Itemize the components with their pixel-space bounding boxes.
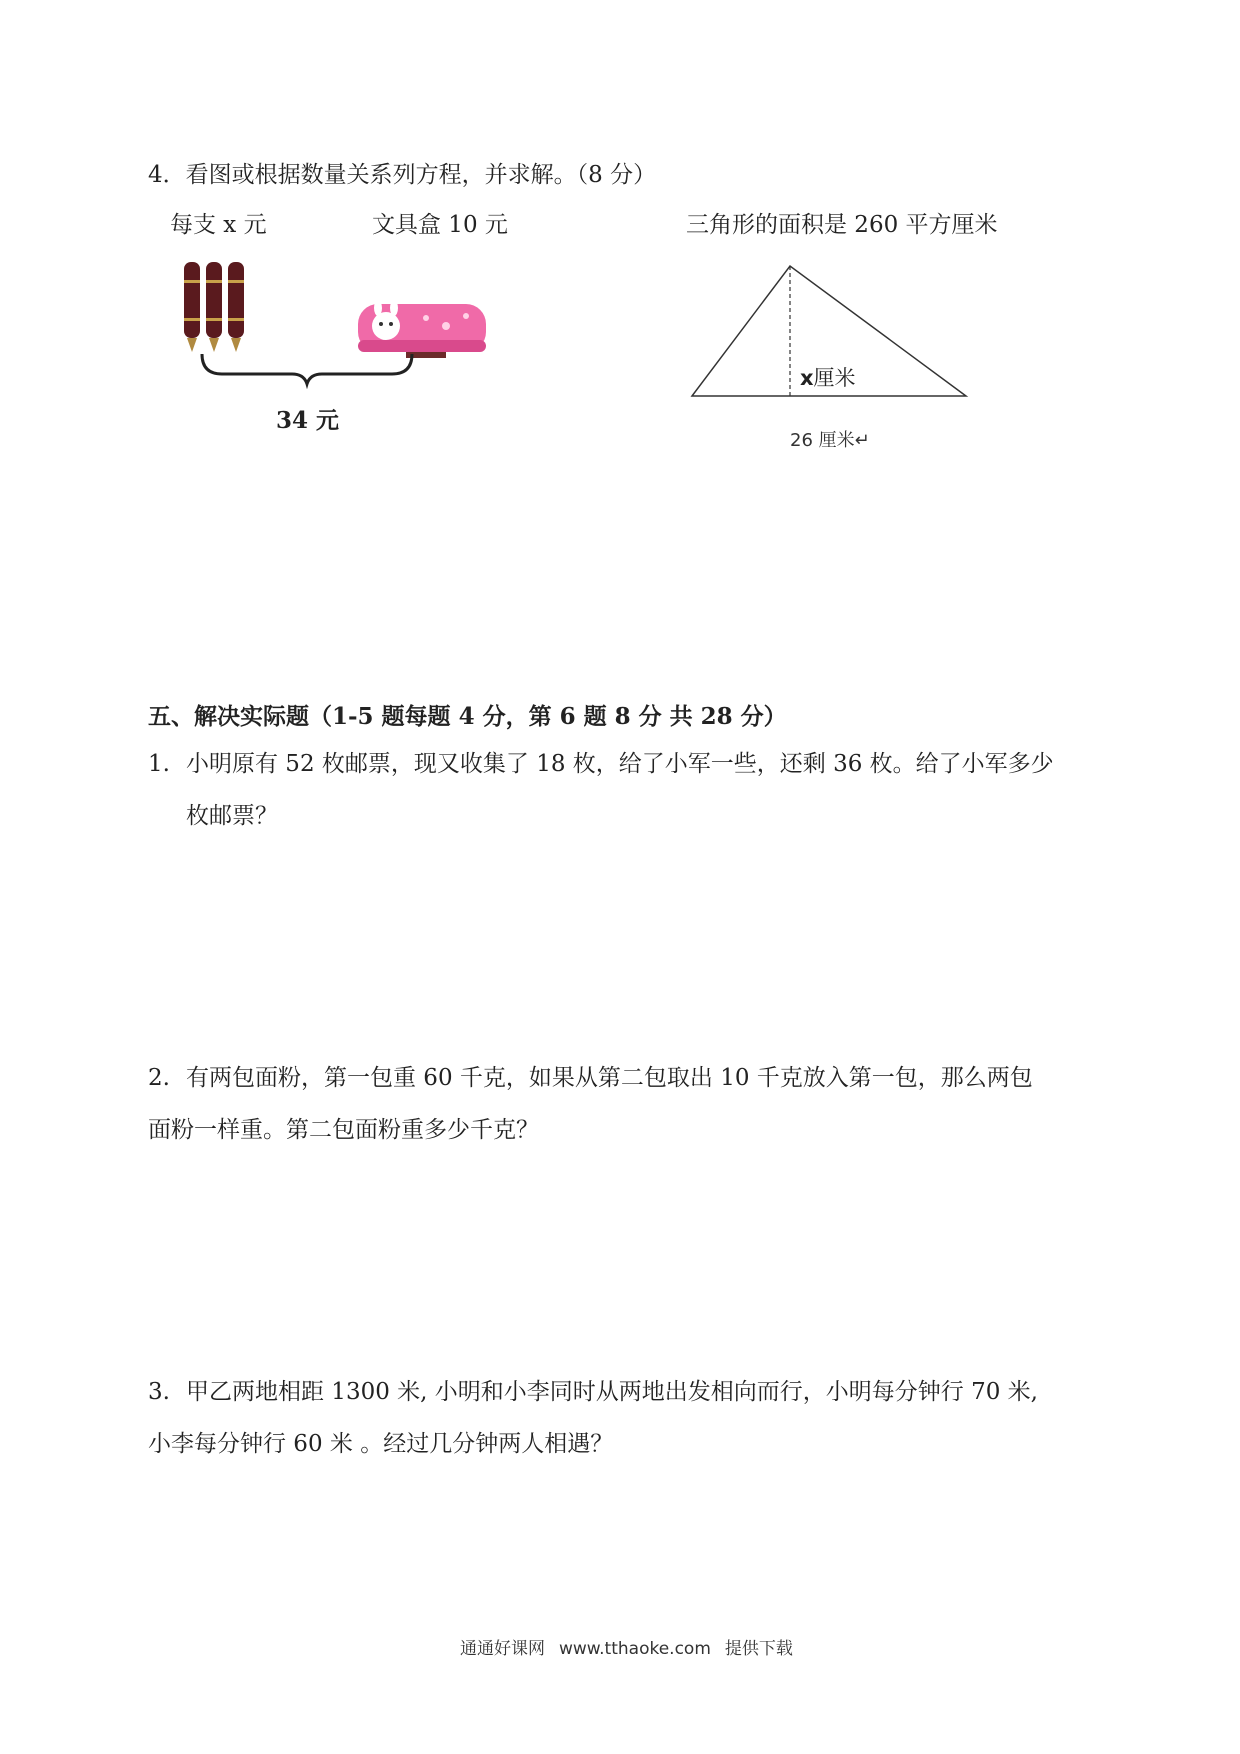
problem-3 — [148, 1366, 1108, 1470]
problem-text: 小明原有 52 枚邮票，现又收集了 18 枚，给了小军一些，还剩 36 枚。给了小军多少 — [186, 751, 1054, 777]
problem-2-line2: 面粉一样重。第二包面粉重多少千克？ — [148, 1117, 539, 1143]
section-5-title: 五、解决实际题（1-5 题每题 4 分，第 6 题 8 分 共 28 分） — [148, 703, 787, 730]
page-footer — [460, 1634, 807, 1659]
triangle-area-label: 三角形的面积是 260 平方厘米 — [686, 212, 998, 238]
footer-site: 通通好课网 — [460, 1639, 545, 1659]
footer-url: www.tthaoke.com — [559, 1639, 711, 1659]
pen-3 — [228, 262, 244, 352]
problem-number: 3. — [148, 1379, 170, 1405]
triangle-height-label — [800, 362, 856, 392]
total-price-label: 34 元 — [276, 407, 340, 434]
total-brace — [200, 352, 414, 386]
pen-1 — [184, 262, 200, 352]
problem-number: 1. — [148, 751, 170, 777]
problem-3-line1 — [148, 1366, 1108, 1418]
pen-price-label: 每支 x 元 — [170, 212, 267, 238]
question-4-title: 4．看图或根据数量关系列方程，并求解。（8 分） — [148, 162, 657, 188]
problem-2 — [148, 1052, 1108, 1156]
problem-1-line1 — [148, 738, 1108, 790]
pencil-box-price-label: 文具盒 10 元 — [372, 212, 508, 238]
problem-2-line1 — [148, 1052, 1108, 1104]
height-unit: 厘米 — [813, 366, 856, 390]
problem-1 — [148, 738, 1108, 842]
problem-3-line2: 小李每分钟行 60 米 。经过几分钟两人相遇？ — [148, 1431, 614, 1457]
problem-number: 2. — [148, 1065, 170, 1091]
triangle-base-label: 26 厘米↵ — [790, 430, 870, 451]
footer-tail: 提供下载 — [724, 1639, 793, 1659]
problem-text: 甲乙两地相距 1300 米, 小明和小李同时从两地出发相向而行，小明每分钟行 70 米, — [186, 1379, 1038, 1405]
pens-illustration — [182, 258, 246, 354]
problem-text: 有两包面粉，第一包重 60 千克，如果从第二包取出 10 千克放入第一包，那么两包 — [186, 1065, 1033, 1091]
pen-2 — [206, 262, 222, 352]
height-variable: x — [800, 366, 814, 390]
problem-1-line2: 枚邮票？ — [186, 803, 278, 829]
